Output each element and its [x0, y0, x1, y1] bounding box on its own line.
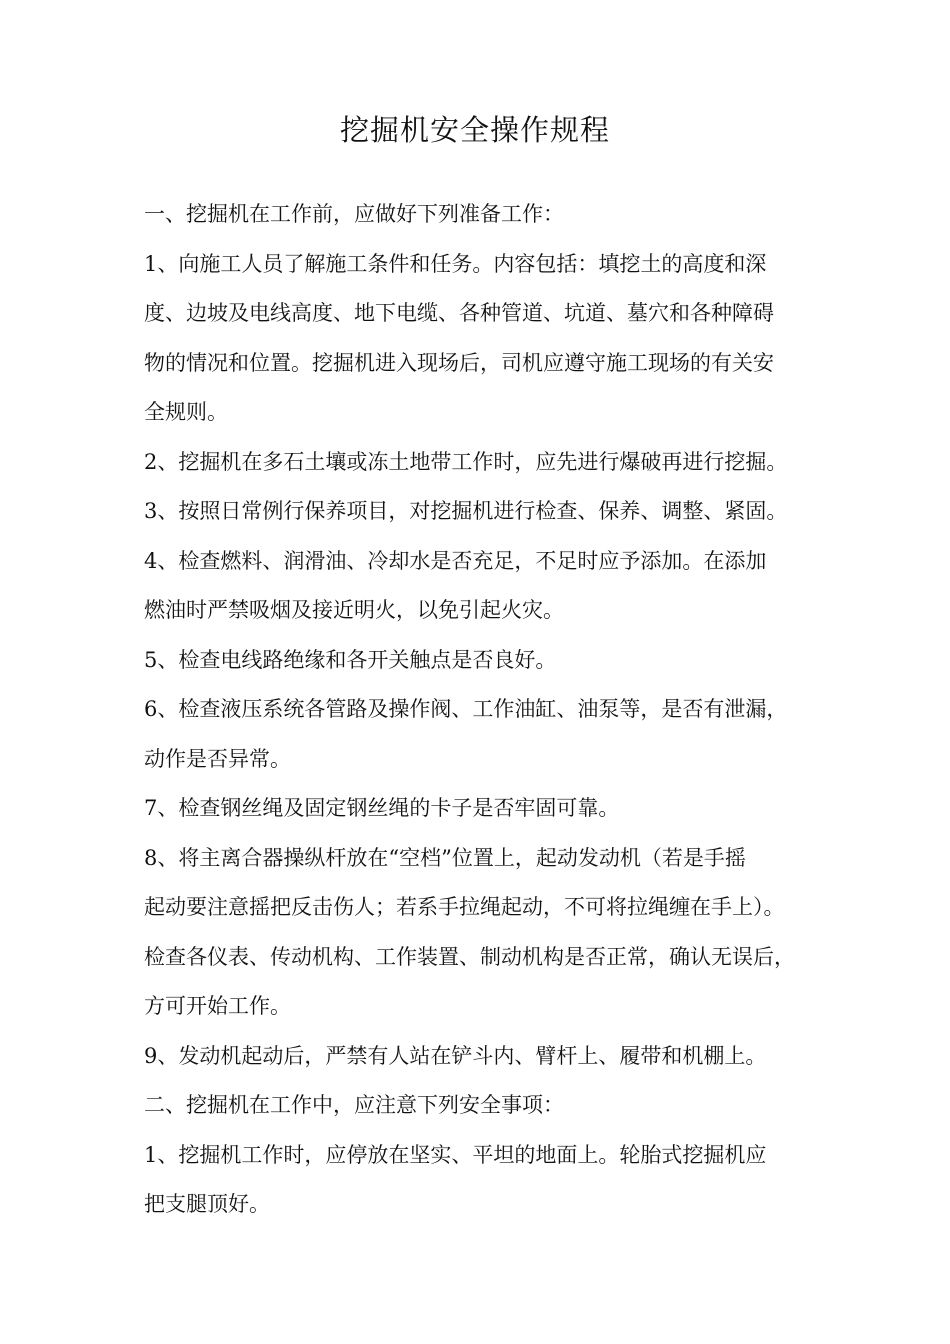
paragraph-line: 度、边坡及电线高度、地下电缆、各种管道、坑道、墓穴和各种障碍 [144, 301, 774, 325]
paragraph-line: 方可开始工作。 [144, 994, 291, 1018]
paragraph-line: 动作是否异常。 [144, 746, 291, 771]
paragraph-line: 9、发动机起动后，严禁有人站在铲斗内、臂杆上、履带和机棚上。 [144, 1043, 767, 1068]
paragraph-line: 检查各仪表、传动机构、工作装置、制动机构是否正常，确认无误后， [144, 944, 795, 969]
paragraph-line: 7、检查钢丝绳及固定钢丝绳的卡子是否牢固可靠。 [144, 796, 620, 820]
paragraph-line: 起动要注意摇把反击伤人；若系手拉绳起动，不可将拉绳缠在手上）。 [144, 895, 785, 919]
section-heading-1: 一、挖掘机在工作前，应做好下列准备工作： [144, 202, 564, 226]
paragraph-line: 燃油时严禁吸烟及接近明火，以免引起火灾。 [144, 598, 564, 622]
paragraph-line: 4、检查燃料、润滑油、冷却水是否充足，不足时应予添加。在添加 [144, 548, 767, 573]
paragraph-line: 3、按照日常例行保养项目，对挖掘机进行检查、保养、调整、紧固。 [144, 499, 788, 523]
paragraph-line: 6、检查液压系统各管路及操作阀、工作油缸、油泵等，是否有泄漏， [144, 697, 788, 721]
document-title: 挖掘机安全操作规程 [339, 113, 610, 147]
paragraph-line: 全规则。 [144, 400, 228, 424]
document-body [144, 190, 824, 1230]
paragraph-line: 物的情况和位置。挖掘机进入现场后，司机应遵守施工现场的有关安 [144, 350, 774, 375]
paragraph-line: 把支腿顶好。 [144, 1192, 270, 1216]
paragraph-line: 5、检查电线路绝缘和各开关触点是否良好。 [144, 647, 557, 672]
paragraph-line: 1、挖掘机工作时，应停放在坚实、平坦的地面上。轮胎式挖掘机应 [144, 1142, 767, 1167]
section-heading-2: 二、挖掘机在工作中，应注意下列安全事项： [144, 1093, 564, 1117]
paragraph-line: 1、向施工人员了解施工条件和任务。内容包括：填挖土的高度和深 [144, 251, 767, 276]
paragraph-line: 8、将主离合器操纵杆放在“空档”位置上，起动发动机（若是手摇 [144, 845, 746, 870]
paragraph-line: 2、挖掘机在多石土壤或冻土地带工作时，应先进行爆破再进行挖掘。 [144, 449, 788, 474]
